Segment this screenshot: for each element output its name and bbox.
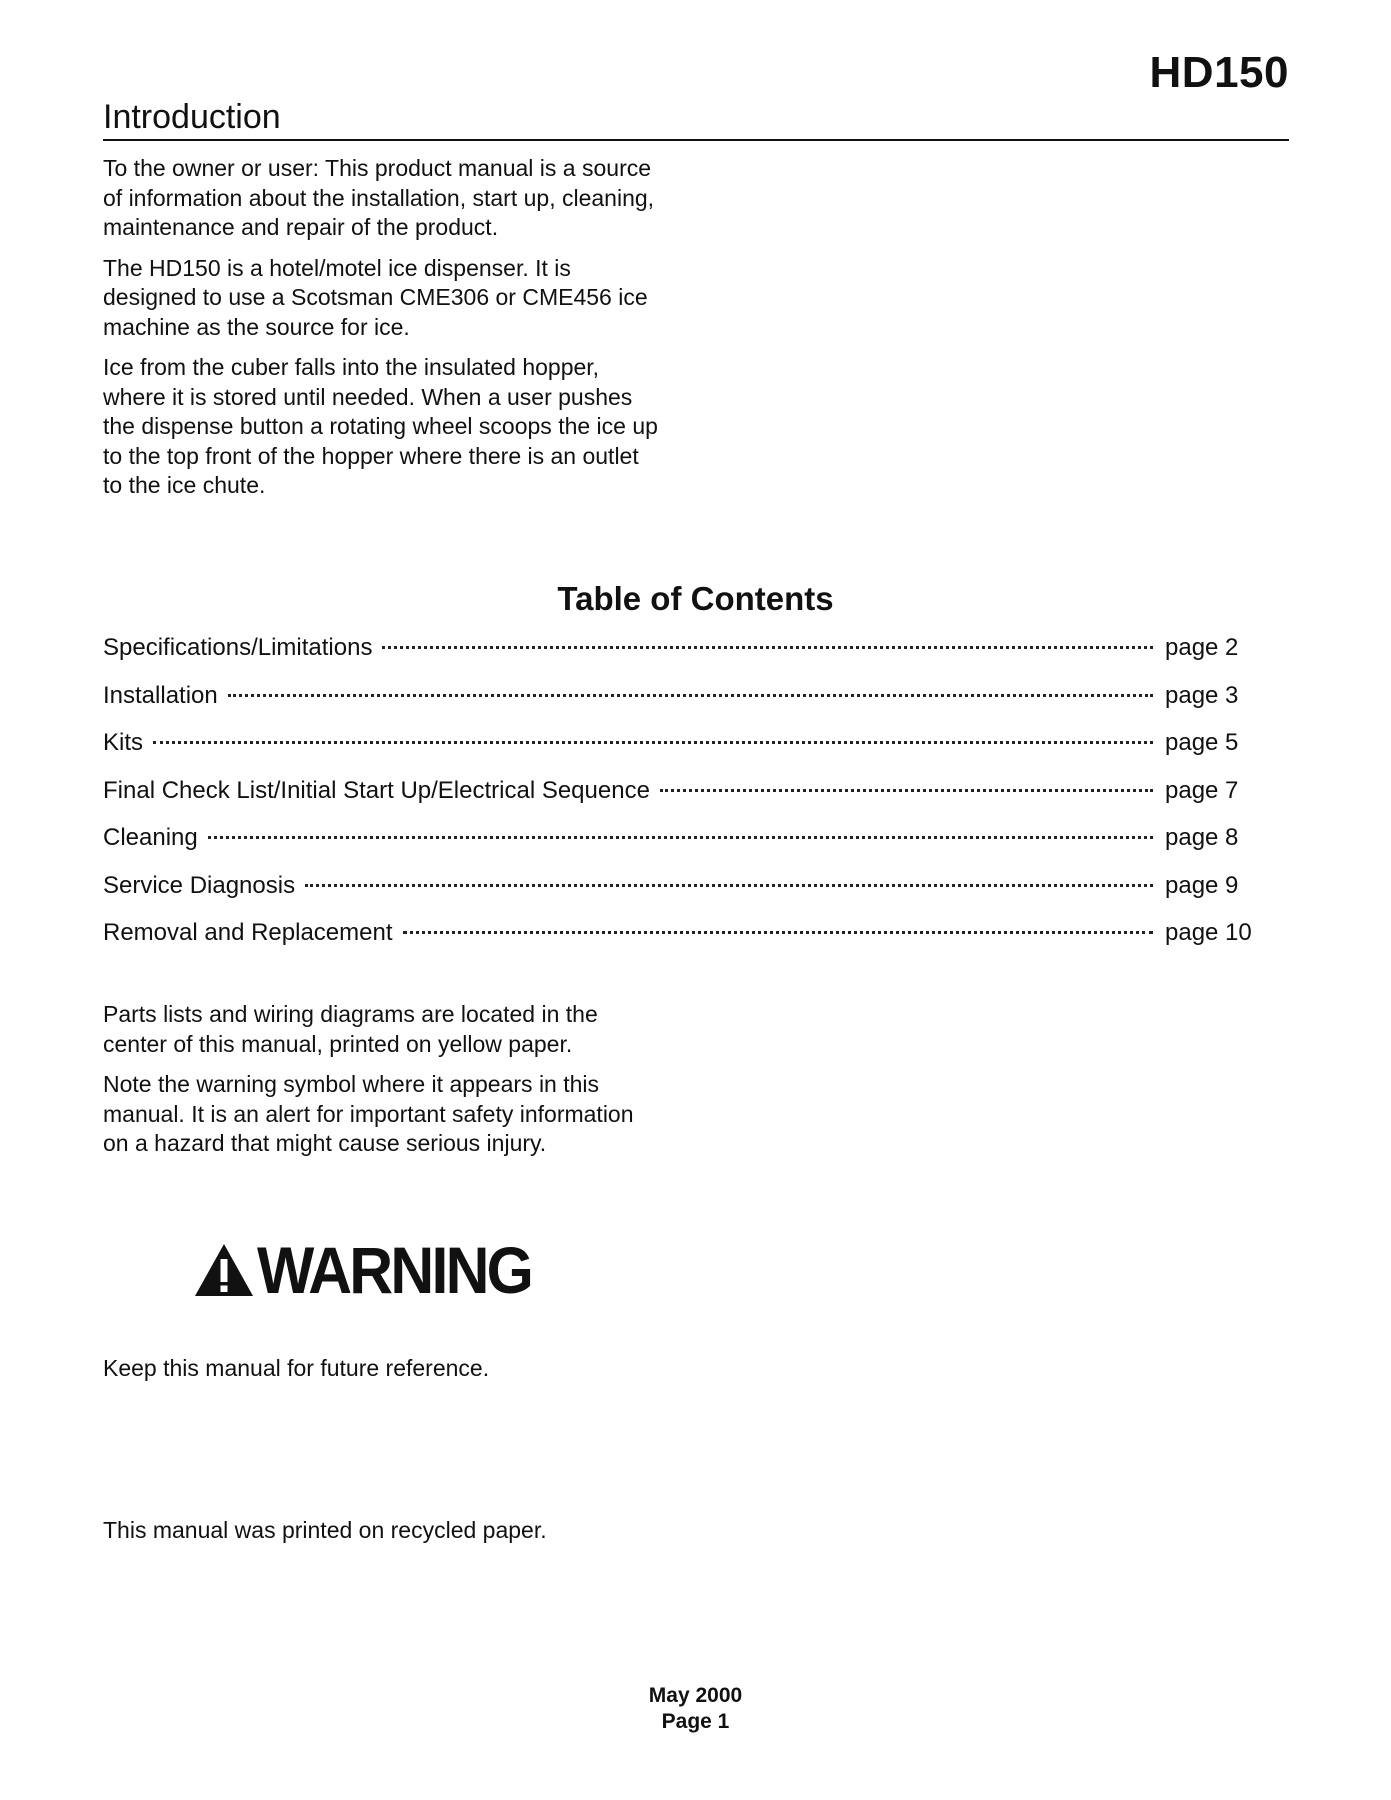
model-code: HD150 [1149,48,1289,97]
warning-triangle-icon [193,1242,255,1298]
toc-entry-page: page 3 [1165,681,1239,709]
toc-entry[interactable] [103,634,1263,682]
intro-paragraph: The HD150 is a hotel/motel ice dispenser. It is designed to use a Scotsman CME306 or CME456 ice machine as the source for ice. [103,254,648,340]
toc-entry[interactable] [103,824,1263,872]
toc-entry-page: page 2 [1165,634,1239,661]
toc-dot-leader [382,646,1153,649]
keep-manual-note: Keep this manual for future reference. [103,1355,490,1381]
manual-notes [103,1000,663,1170]
toc-entry[interactable] [103,777,1263,825]
recycled-paper-note: This manual was printed on recycled paper. [103,1517,547,1543]
toc-entry-page: page 9 [1165,871,1239,899]
toc-dot-leader [153,741,1153,744]
toc-entry-label: Final Check List/Initial Start Up/Electrical Sequence [103,776,650,804]
toc-entry[interactable] [103,919,1263,967]
toc-entry-label: Installation [103,681,218,709]
notes-paragraph: Note the warning symbol where it appears in this manual. It is an alert for important safety information on a hazard that might cause serious injury. [103,1071,634,1156]
toc-entry[interactable] [103,682,1263,730]
intro-text [103,154,663,512]
intro-paragraph: Ice from the cuber falls into the insulated hopper, where it is stored until needed. When a user pushes the dispense button a rotating wheel scoops the ice up to the top front of the hopper where there is an outlet to the ice chute. [103,354,658,498]
toc-dot-leader [660,789,1153,792]
footer-page-number: Page 1 [661,1710,730,1733]
warning-symbol [193,1233,555,1307]
notes-paragraph: Parts lists and wiring diagrams are located in the center of this manual, printed on yellow paper. [103,1001,598,1057]
footer-date: May 2000 [648,1684,743,1707]
toc-dot-leader [228,694,1153,697]
toc-entry[interactable] [103,729,1263,777]
page-footer [0,1683,1391,1735]
toc-dot-leader [208,836,1153,839]
toc-entry-label: Specifications/Limitations [103,634,373,661]
toc-entry-page: page 5 [1165,729,1239,756]
toc-entry-page: page 7 [1165,776,1239,804]
table-of-contents [103,634,1263,967]
intro-paragraph: To the owner or user: This product manual is a source of information about the installation, start up, cleaning, maintenance and repair of the product. [103,155,655,240]
toc-entry[interactable] [103,872,1263,920]
section-title: Introduction [103,98,281,136]
toc-entry-label: Removal and Replacement [103,919,393,946]
toc-entry-page: page 8 [1165,824,1239,851]
toc-entry-page: page 10 [1165,919,1252,946]
toc-entry-label: Service Diagnosis [103,871,296,899]
toc-dot-leader [305,884,1153,887]
toc-dot-leader [403,931,1154,934]
toc-heading: Table of Contents [557,580,834,617]
toc-entry-label: Cleaning [103,824,198,851]
header-rule [103,139,1289,141]
toc-entry-label: Kits [103,729,144,756]
warning-label: WARNING [257,1233,532,1307]
